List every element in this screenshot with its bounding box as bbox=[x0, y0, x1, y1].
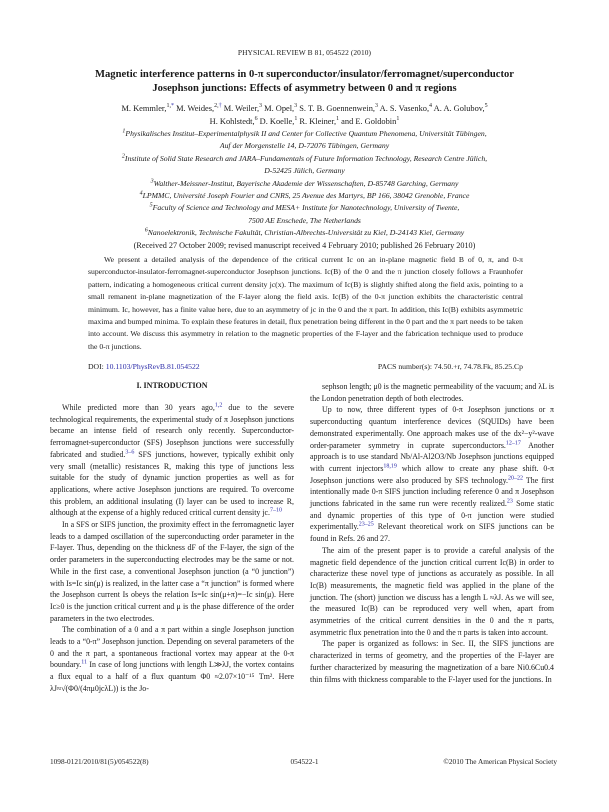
abstract: We present a detailed analysis of the dependence of the critical current Ic on an in-plane magnetic field B of 0, π, and 0-π superconductor-insulator-ferromagnet-superconductor Josephson junctions. Ic(B) of the 0 and the π junction closely follows a Fraunhofer pattern, indicating a homogeneous critical current density jc(x). The maximum of Ic(B) is slightly shifted along the field axis, pointing to a small remanent in-plane magnetization of the F-layer along the field axis. Ic(B) of the 0-π junction exhibits the characteristic central minimum. Ic, however, has a finite value here, due to an asymmetry of jc in the 0 and the π part. In addition, this Ic(B) exhibits asymmetric maxima and bumped minima. To explain these features in detail, flux penetration being different in the 0 part and the π part needs to be taken into account. We discuss this asymmetry in relation to the magnetic properties of the F-layer and the fabrication technique used to produce the 0-π junctions. bbox=[88, 255, 523, 351]
citation-link[interactable]: 11 bbox=[81, 659, 88, 666]
author-name: A. S. Vasenko, bbox=[378, 104, 430, 113]
citation-link[interactable]: 1,2 bbox=[214, 402, 223, 409]
footer-page-number: 054522-1 bbox=[290, 757, 319, 766]
title-line-1: Magnetic interference patterns in 0-π superconductor/insulator/ferromagnet/superconductor bbox=[94, 69, 514, 80]
affiliation-ref: 1 bbox=[336, 115, 340, 122]
author-note-link[interactable]: † bbox=[218, 103, 222, 110]
author-name: H. Kohlstedt, bbox=[209, 116, 255, 126]
affiliation-ref: 3 bbox=[294, 103, 298, 110]
paragraph: sephson length; μ0 is the magnetic permeability of the vacuum; and λL is the London penetration depth of both electrodes. bbox=[310, 382, 554, 403]
author-name: and E. Goldobin bbox=[339, 116, 397, 126]
affiliation-ref: 5 bbox=[484, 103, 488, 110]
left-column bbox=[50, 402, 294, 695]
author-list bbox=[40, 103, 569, 128]
paper-title bbox=[40, 68, 569, 96]
author-note-link[interactable]: * bbox=[170, 103, 174, 110]
affiliation-ref: 1 bbox=[294, 115, 298, 122]
author-name: D. Koelle, bbox=[257, 116, 295, 126]
citation-link[interactable]: 12–17 bbox=[505, 439, 521, 446]
right-column bbox=[310, 381, 554, 685]
affiliation-ref: 3 bbox=[375, 103, 379, 110]
affiliation-ref: 2,† bbox=[214, 103, 222, 110]
doi-pacs-line bbox=[88, 362, 523, 371]
journal-header: PHYSICAL REVIEW B 81, 054522 (2010) bbox=[237, 48, 372, 57]
author-name: S. T. B. Goennenwein, bbox=[297, 104, 376, 113]
affiliation-ref: 6 bbox=[254, 115, 258, 122]
affiliation-number: 2 bbox=[121, 153, 125, 160]
author-name: A. A. Golubov, bbox=[432, 104, 485, 113]
citation-link[interactable]: 20–22 bbox=[507, 475, 523, 481]
doi-link[interactable]: 10.1103/PhysRevB.81.054522 bbox=[105, 362, 200, 371]
affiliation-number: 1 bbox=[122, 128, 126, 135]
paragraph: While predicted more than 30 years ago,$^{1,2}$ due to the severe technological requirements, the experimental study of π Josephson junctions became an intense field of research only recently. Superconductor-ferromagnet-superconductor (SFS) Josephson junctions were successfully fabricated and studied.$^{3-6}$ SFS junctions, however, typically exhibit only very small (metallic) resistances R, making this type of junctions less suitable for the study of dynamic junction properties as well as for applications, where active Josephson junctions are required. To overcome this problem, an additional insulating (I) layer can be used to increase R, although at the expense of a highly reduced critical current density jc.$^{7-10}$ bbox=[50, 402, 294, 518]
footer-copyright: ©2010 The American Physical Society bbox=[443, 757, 557, 766]
affiliation: $^2$Institute of Solid State Research and JARA–Fundamentals of Future Information Technology, Research Centre Jülich, D-52425 Jülich, Germany bbox=[121, 153, 488, 176]
paragraph: The combination of a 0 and a π part within a single Josephson junction leads to a “0-π” Josephson junction. Depending on several parameters of the 0 and the π part, a spontaneous fractional vortex may appear at the 0-π boundary.$^{11}$ In case of long junctions with length L≫λJ, the vortex contains a flux equal to a half of a flux quantum Φ0 ≈2.07×10⁻¹⁵ Tm². Here λJ≈√(Φ0/(4πμ0jcλL)) is the Jo- bbox=[50, 625, 294, 693]
affiliation-number: 5 bbox=[149, 202, 153, 209]
author-name: R. Kleiner, bbox=[297, 116, 337, 126]
paragraph: Up to now, three different types of 0-π Josephson junctions or π superconducting quantum interference devices (SQUIDs) have been demonstrated experimentally. One approach makes use of the dx²−y²-wave order-parameter symmetry in cuprate superconductors.$^{12-17}$ Another approach is to use standard Nb/Al-Al2O3/Nb Josephson junctions equipped with current injectors$^{18,19}$ which allow to create any phase shift. 0-π Josephson junctions were also produced by SFS technology.$^{20-22}$ The first intentionally made 0-π SIFS junction including reference 0 and π Josephson junctions fabricated in the same run were recently realized.$^{23}$ Some static and dynamic properties of this type of 0-π junction were studied experimentally.$^{23-25}$ Relevant theoretical work on SIFS junctions can be found in Refs. 26 and 27. bbox=[310, 405, 554, 544]
affiliation: $^3$Walther-Meissner-Institut, Bayerische Akademie der Wissenschaften, D-85748 Garching, Germany bbox=[150, 178, 459, 188]
doi-label: DOI: bbox=[88, 362, 104, 371]
affiliation-ref: 1 bbox=[396, 115, 400, 122]
affiliation-number: 4 bbox=[139, 190, 143, 197]
citation-link[interactable]: 18,19 bbox=[383, 463, 397, 470]
affiliation-ref: 3 bbox=[259, 103, 263, 110]
citation-link[interactable]: 23 bbox=[506, 498, 513, 505]
affiliation-number: 6 bbox=[144, 227, 148, 234]
author-name: M. Weides, bbox=[173, 104, 215, 113]
paragraph: The paper is organized as follows: in Sec. II, the SIFS junctions are characterized in terms of geometry, and the properties of the F-layer are further characterized by measuring the magnetization of a bare Ni0.6Cu0.4 thin films with thickness comparable to the F-layer used for the junctions. In bbox=[310, 639, 554, 684]
citation-link[interactable]: 7–10 bbox=[269, 507, 282, 514]
affiliation: $^5$Faculty of Science and Technology and MESA+ Institute for Nanotechnology, University of Twente, 7500 AE Enschede, The Netherlands bbox=[149, 202, 460, 225]
received-dates: (Received 27 October 2009; revised manuscript received 4 February 2010; published 26 February 2010) bbox=[133, 240, 476, 250]
author-name: M. Opel, bbox=[262, 104, 295, 113]
citation-link[interactable]: 23–25 bbox=[358, 521, 374, 528]
affiliation-ref: 1,* bbox=[166, 103, 174, 110]
footer-issn: 1098-0121/2010/81(5)/054522(8) bbox=[50, 757, 149, 766]
affiliation-number: 3 bbox=[150, 178, 154, 185]
paragraph: In a SFS or SIFS junction, the proximity effect in the ferromagnetic layer leads to a damped oscillation of the superconducting order parameter in the F-layer. Thus, depending on the thickness dF of the F-layer, the sign of the order parameters in the superconducting electrodes may be the same or not. While in the first case, a conventional Josephson junction (a “0 junction”) with Is=Ic sin(μ) is realized, in the latter case a “π junction” is formed where the Josephson current Is obeys the relation Is=Ic sin(μ+π)=−Ic sin(μ). Here Ic≥0 is the junction critical current and μ is the phase difference of the order parameters in the two electrodes. bbox=[50, 520, 294, 623]
affiliation-ref: 4 bbox=[429, 103, 433, 110]
affiliation: $^1$Physikalisches Institut–Experimentalphysik II and Center for Collective Quantum Phenomena, Universität Tübingen, Auf der Morgenstelle 14, D-72076 Tübingen, Germany bbox=[122, 128, 487, 151]
affiliation: $^4$LPMMC, Université Joseph Fourier and CNRS, 25 Avenue des Martyrs, BP 166, 38042 Grenoble, France bbox=[139, 190, 470, 201]
author-block bbox=[40, 103, 569, 252]
author-name: M. Kemmler, bbox=[121, 104, 167, 113]
title-line-2: Josephson junctions: Effects of asymmetry between 0 and π regions bbox=[152, 83, 457, 94]
section-heading: I. INTRODUCTION bbox=[136, 381, 208, 390]
citation-link[interactable]: 3–6 bbox=[125, 449, 135, 456]
paragraph: The aim of the present paper is to provide a careful analysis of the magnetic field dependence of the junction critical current Ic(B) in order to characterize these novel type of junctions as accurately as possible. In all Ic(B) measurements, the magnetic field was applied in the plane of the junction. The (short) junction we discuss has a length L ≈λJ. As we will see, the measured Ic(B) can be reproduced very well when, apart from asymmetries of the critical current densities in the 0 and the π parts, asymmetric flux penetration into the 0 and the π parts is taken into account. bbox=[310, 545, 554, 637]
author-name: M. Weiler, bbox=[221, 104, 260, 113]
pacs-numbers: PACS number(s): 74.50.+r, 74.78.Fk, 85.25.Cp bbox=[377, 362, 523, 371]
affiliation-list bbox=[40, 128, 569, 240]
affiliation: $^6$Nanoelektronik, Technische Fakultät, Christian-Albrechts-Universität zu Kiel, D-24143 Kiel, Germany bbox=[144, 227, 465, 238]
